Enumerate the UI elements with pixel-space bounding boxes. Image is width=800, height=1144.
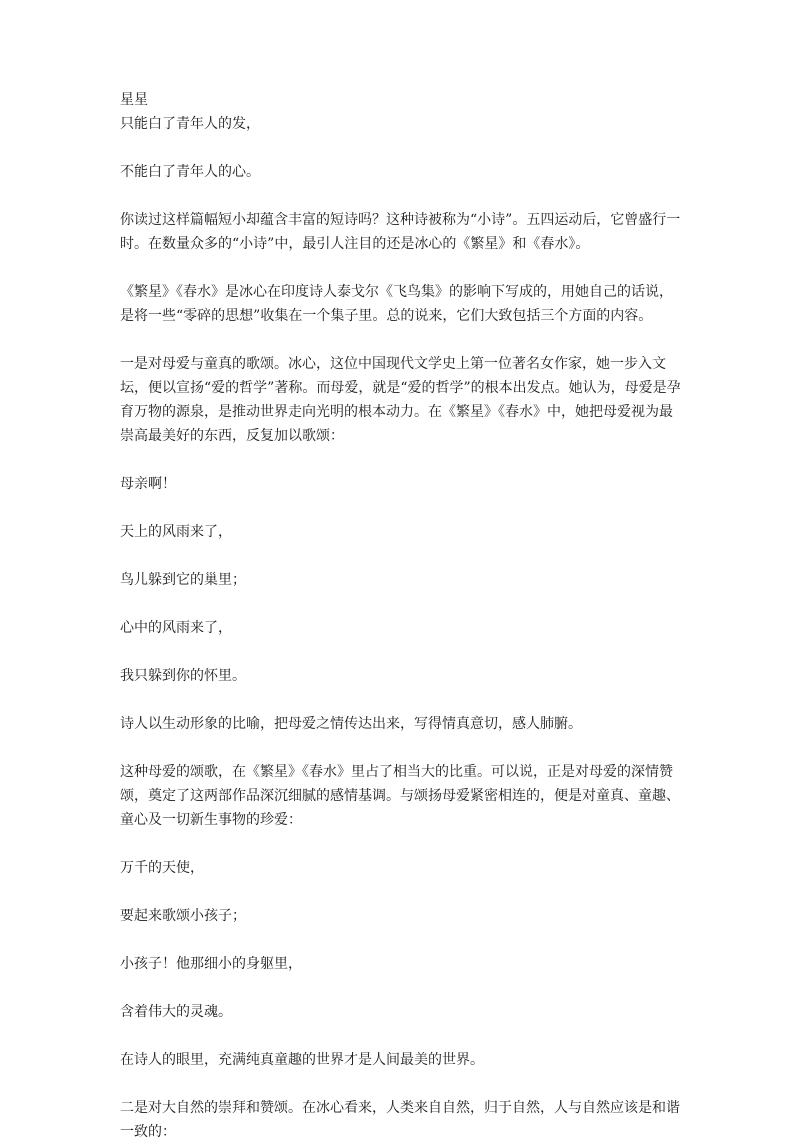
paragraph: 《繁星》《春水》是冰心在印度诗人泰戈尔《飞鸟集》的影响下写成的，用她自己的话说，是将一些“零碎的思想”收集在一个集子里。总的说来，它们大致包括三个方面的内容。 [120,284,673,324]
poem-line: 我只躲到你的怀里。 [120,668,246,684]
poem-line: 要起来歌颂小孩子； [120,908,246,924]
poem-line: 心中的风雨来了， [120,620,232,636]
document-page [120,88,685,1144]
paragraph: 诗人以生动形象的比喻，把母爱之情传达出来，写得情真意切，感人肺腑。 [120,716,582,732]
poem-line: 只能白了青年人的发， [120,116,260,132]
paragraph: 在诗人的眼里，充满纯真童趣的世界才是人间最美的世界。 [120,1052,484,1068]
poem-line: 母亲啊！ [120,476,176,492]
poem-line: 天上的风雨来了， [120,524,232,540]
poem-line: 小孩子！他那细小的身躯里， [120,956,302,972]
poem-line: 鸟儿躲到它的巢里； [120,572,246,588]
poem-line: 星星 [120,92,148,108]
poem-line: 万千的天使， [120,860,204,876]
poem-line: 不能白了青年人的心。 [120,164,260,180]
paragraph: 一是对母爱与童真的歌颂。冰心，这位中国现代文学史上第一位著名女作家，她一步入文坛，便以宣扬“爱的哲学”著称。而母爱，就是“爱的哲学”的根本出发点。她认为，母爱是孕育万物的源泉，是推动世界走向光明的根本动力。在《繁星》《春水》中，她把母爱视为最崇高最美好的东西，反复加以歌颂： [120,356,681,444]
paragraph: 你读过这样篇幅短小却蕴含丰富的短诗吗？这种诗被称为“小诗”。五四运动后，它曾盛行一时。在数量众多的“小诗”中，最引人注目的还是冰心的《繁星》和《春水》。 [120,212,681,252]
paragraph: 这种母爱的颂歌，在《繁星》《春水》里占了相当大的比重。可以说，正是对母爱的深情赞颂，奠定了这两部作品深沉细腻的感情基调。与颂扬母爱紧密相连的，便是对童真、童趣、童心及一切新生事物的珍爱： [120,764,680,828]
paragraph: 二是对大自然的崇拜和赞颂。在冰心看来，人类来自自然，归于自然，人与自然应该是和谐一致的： [120,1100,680,1140]
poem-line: 含着伟大的灵魂。 [120,1004,232,1020]
